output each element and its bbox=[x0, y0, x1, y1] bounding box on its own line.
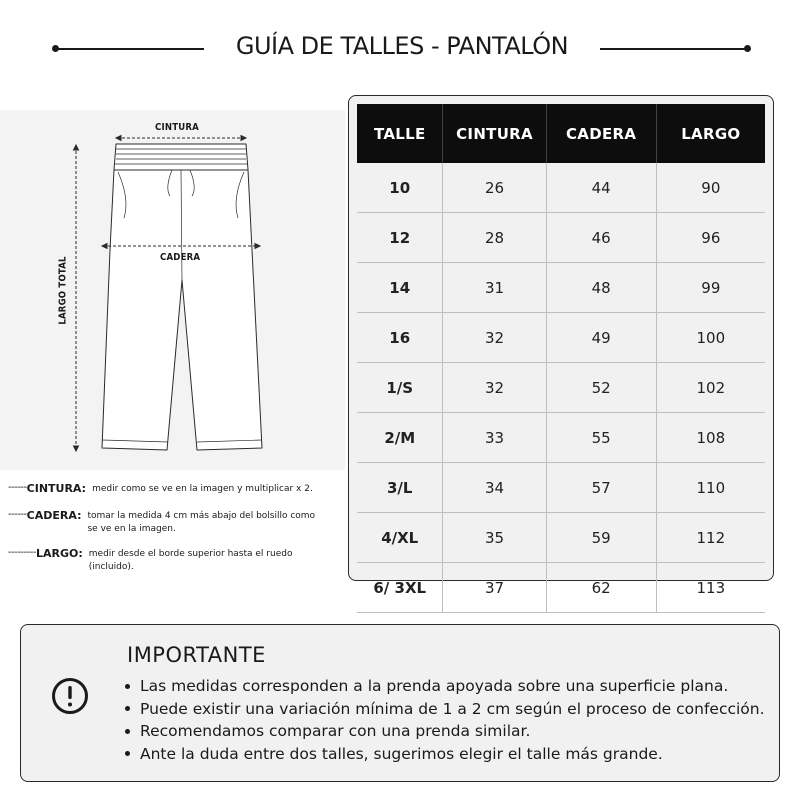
cell-cintura: 28 bbox=[443, 213, 546, 263]
cell-largo: 90 bbox=[656, 163, 765, 213]
cell-cintura: 33 bbox=[443, 413, 546, 463]
important-title: IMPORTANTE bbox=[127, 643, 266, 667]
cell-largo: 113 bbox=[656, 563, 765, 613]
cell-cintura: 31 bbox=[443, 263, 546, 313]
table-row bbox=[357, 313, 765, 363]
column-header-talle: TALLE bbox=[357, 104, 443, 163]
cell-cadera: 52 bbox=[546, 363, 656, 413]
table-row bbox=[357, 263, 765, 313]
column-header-largo: LARGO bbox=[656, 104, 765, 163]
list-item bbox=[125, 720, 765, 743]
list-item-text: Puede existir una variación mínima de 1 a 2 cm según el proceso de confección. bbox=[140, 699, 765, 718]
cell-talle: 10 bbox=[357, 163, 443, 213]
cell-largo: 100 bbox=[656, 313, 765, 363]
page-title: GUÍA DE TALLES - PANTALÓN bbox=[235, 32, 569, 60]
table-row bbox=[357, 563, 765, 613]
waistband-shape bbox=[114, 144, 248, 170]
table-row bbox=[357, 413, 765, 463]
table-header-row bbox=[357, 104, 765, 163]
cell-talle: 1/S bbox=[357, 363, 443, 413]
length-dimension-label: LARGO TOTAL bbox=[57, 256, 69, 325]
important-notice bbox=[20, 624, 780, 782]
page-header bbox=[52, 30, 752, 68]
cell-talle: 14 bbox=[357, 263, 443, 313]
bullet-icon bbox=[125, 751, 130, 756]
cell-cadera: 48 bbox=[546, 263, 656, 313]
table-row bbox=[357, 213, 765, 263]
note-description: medir desde el borde superior hasta el ruedo (incluido). bbox=[88, 549, 293, 572]
column-header-cadera: CADERA bbox=[546, 104, 656, 163]
bullet-icon bbox=[125, 706, 130, 711]
cell-cadera: 57 bbox=[546, 463, 656, 513]
cell-cadera: 59 bbox=[546, 513, 656, 563]
note-term: LARGO: bbox=[35, 547, 83, 560]
cell-talle: 4/XL bbox=[357, 513, 443, 563]
title-rule-right bbox=[600, 48, 746, 50]
note-term: CADERA: bbox=[26, 509, 82, 522]
cell-cadera: 55 bbox=[546, 413, 656, 463]
cell-cadera: 62 bbox=[546, 563, 656, 613]
cell-cadera: 49 bbox=[546, 313, 656, 363]
list-item-text: Las medidas corresponden a la prenda apoyada sobre una superficie plana. bbox=[140, 677, 729, 696]
cell-cadera: 44 bbox=[546, 163, 656, 213]
cell-cintura: 26 bbox=[443, 163, 546, 213]
table-row bbox=[357, 463, 765, 513]
note-term: CINTURA: bbox=[26, 482, 87, 495]
cell-largo: 110 bbox=[656, 463, 765, 513]
cell-largo: 96 bbox=[656, 213, 765, 263]
hip-dimension-label: CADERA bbox=[160, 252, 201, 263]
waist-dimension-label: CINTURA bbox=[155, 122, 199, 133]
note-dash: ------ bbox=[8, 482, 27, 493]
table-row bbox=[357, 513, 765, 563]
title-rule-left bbox=[54, 48, 204, 50]
exclamation-circle-icon bbox=[50, 676, 90, 716]
cell-talle: 16 bbox=[357, 313, 443, 363]
cell-talle: 6/ 3XL bbox=[357, 563, 443, 613]
table-row bbox=[357, 163, 765, 213]
cell-cintura: 37 bbox=[443, 563, 546, 613]
size-table bbox=[357, 104, 765, 613]
pants-illustration bbox=[0, 110, 345, 470]
note-description: medir como se ve en la imagen y multiplicar x 2. bbox=[92, 484, 313, 494]
note-description: tomar la medida 4 cm más abajo del bolsillo como se ve en la imagen. bbox=[87, 511, 316, 534]
column-header-cintura: CINTURA bbox=[443, 104, 546, 163]
cell-cadera: 46 bbox=[546, 213, 656, 263]
note-hip bbox=[8, 509, 317, 535]
cell-talle: 3/L bbox=[357, 463, 443, 513]
size-table-card bbox=[348, 95, 774, 597]
important-list bbox=[125, 675, 765, 765]
cell-cintura: 34 bbox=[443, 463, 546, 513]
note-length bbox=[8, 547, 319, 573]
list-item bbox=[125, 743, 765, 766]
cell-largo: 108 bbox=[656, 413, 765, 463]
pants-diagram bbox=[0, 110, 345, 470]
list-item-text: Recomendamos comparar con una prenda similar. bbox=[140, 722, 531, 741]
cell-largo: 112 bbox=[656, 513, 765, 563]
list-item bbox=[125, 675, 765, 698]
note-waist bbox=[8, 482, 322, 496]
cell-largo: 102 bbox=[656, 363, 765, 413]
bullet-icon bbox=[125, 729, 130, 734]
cell-talle: 2/M bbox=[357, 413, 443, 463]
list-item bbox=[125, 698, 765, 721]
cell-largo: 99 bbox=[656, 263, 765, 313]
pants-body-shape bbox=[102, 170, 262, 450]
note-dash: ------ bbox=[8, 509, 27, 520]
cell-talle: 12 bbox=[357, 213, 443, 263]
note-dash: --------- bbox=[8, 547, 36, 558]
title-dot-right bbox=[744, 45, 751, 52]
cell-cintura: 32 bbox=[443, 313, 546, 363]
table-row bbox=[357, 363, 765, 413]
cell-cintura: 32 bbox=[443, 363, 546, 413]
bullet-icon bbox=[125, 684, 130, 689]
list-item-text: Ante la duda entre dos talles, sugerimos elegir el talle más grande. bbox=[140, 744, 663, 763]
cell-cintura: 35 bbox=[443, 513, 546, 563]
